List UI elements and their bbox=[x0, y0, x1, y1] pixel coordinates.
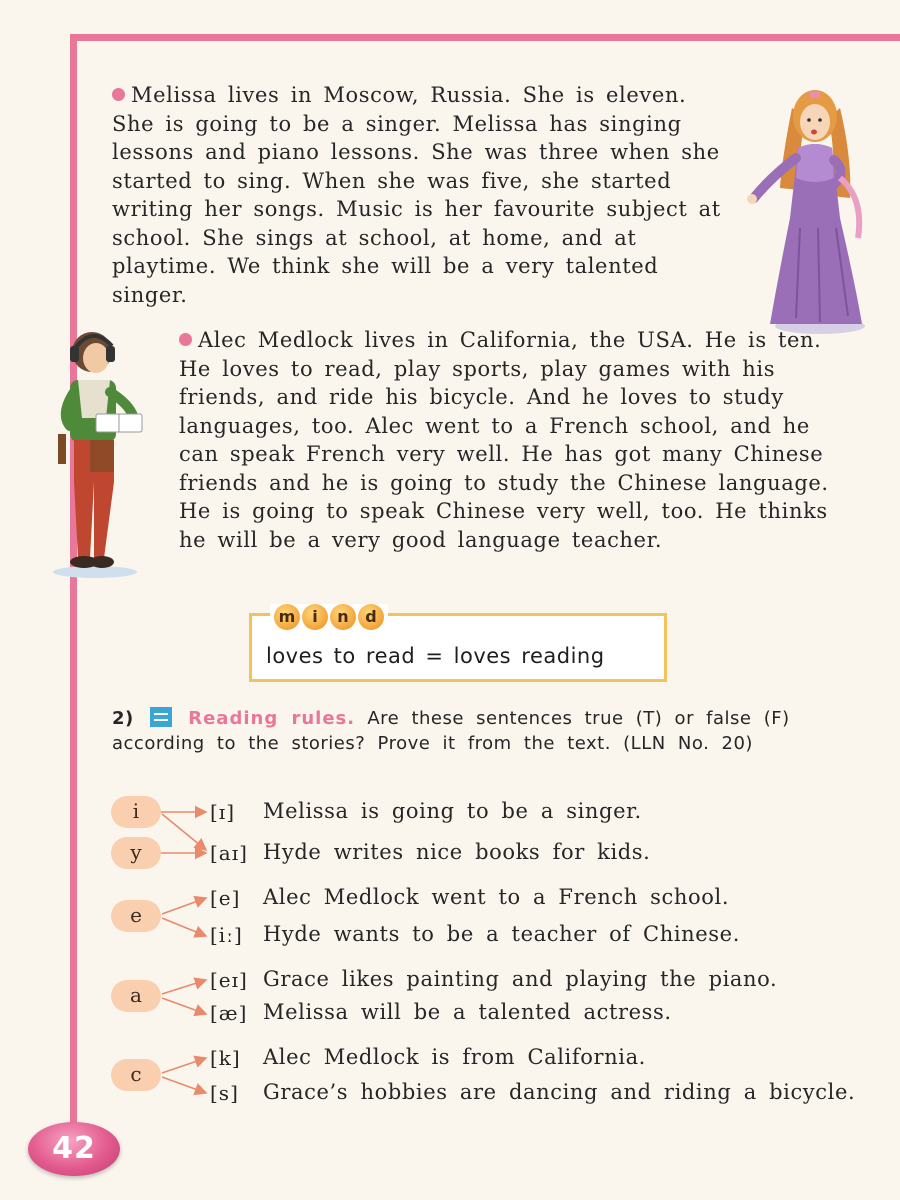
statement-sentence: Alec Medlock went to a French school. bbox=[263, 885, 730, 909]
mind-letter: i bbox=[302, 604, 328, 630]
mind-label bbox=[270, 604, 388, 630]
letter-pill-a: a bbox=[111, 980, 161, 1012]
sound-label: [e] bbox=[210, 886, 241, 910]
letter-pill-y: y bbox=[111, 837, 161, 869]
exercise-number: 2) bbox=[112, 708, 134, 729]
bullet-icon bbox=[179, 333, 192, 346]
mind-letter: m bbox=[274, 604, 300, 630]
mind-text: loves to read = loves reading bbox=[266, 644, 605, 668]
statement-sentence: Melissa is going to be a singer. bbox=[263, 799, 642, 823]
letter-pill-e: e bbox=[111, 900, 161, 932]
statement-sentence: Grace likes painting and playing the piano. bbox=[263, 967, 778, 991]
statement-sentence: Hyde writes nice books for kids. bbox=[263, 840, 651, 864]
mind-box bbox=[249, 607, 667, 682]
sound-label: [k] bbox=[210, 1046, 241, 1070]
story-melissa-text: Melissa lives in Moscow, Russia. She is eleven. She is going to be a singer. Melissa has singing lessons and piano lessons. She was three when she started to sing. When she was five, she started writing her songs. Music is her favourite subject at school. She sings at school, at home, and at playtime. We think she will be a very talented singer. bbox=[112, 83, 721, 307]
statement-sentence: Grace’s hobbies are dancing and riding a bicycle. bbox=[263, 1080, 856, 1104]
melissa-illustration bbox=[740, 78, 880, 336]
mind-letter: n bbox=[330, 604, 356, 630]
story-alec bbox=[179, 326, 849, 554]
sound-label: [iː] bbox=[210, 923, 243, 947]
book-icon bbox=[150, 707, 172, 727]
sound-label: [eɪ] bbox=[210, 968, 248, 992]
page-frame-top bbox=[70, 34, 900, 41]
letter-pill-i: i bbox=[111, 796, 161, 828]
letter-pill-c: c bbox=[111, 1059, 161, 1091]
statement-sentence: Hyde wants to be a teacher of Chinese. bbox=[263, 922, 740, 946]
page-frame-left bbox=[70, 34, 77, 1144]
exercise-instruction-text: Are these sentences true (T) or false (F) according to the stories? Prove it from the text. (LLN No. 20) bbox=[112, 708, 790, 754]
bullet-icon bbox=[112, 88, 125, 101]
statement-sentence: Alec Medlock is from California. bbox=[263, 1045, 646, 1069]
statement-sentence: Melissa will be a talented actress. bbox=[263, 1000, 672, 1024]
exercise-instruction bbox=[112, 706, 792, 756]
story-melissa bbox=[112, 81, 732, 309]
sound-label: [s] bbox=[210, 1081, 239, 1105]
page-number: 42 bbox=[28, 1122, 120, 1176]
sound-label: [aɪ] bbox=[210, 841, 248, 865]
mind-letter: d bbox=[358, 604, 384, 630]
sound-label: [æ] bbox=[210, 1001, 248, 1025]
exercise-title: Reading rules. bbox=[188, 708, 356, 729]
sound-label: [ɪ] bbox=[210, 800, 236, 824]
story-alec-text: Alec Medlock lives in California, the USA. He is ten. He loves to read, play sports, play games with his friends, and ride his bicycle. And he loves to study languages, too. Alec went to a French school, and he can speak French very well. He has got many Chinese friends and he is going to study the Chinese language. He is going to speak Chinese very well, too. He thinks he will be a very good language teacher. bbox=[179, 328, 829, 552]
alec-illustration bbox=[40, 322, 170, 580]
